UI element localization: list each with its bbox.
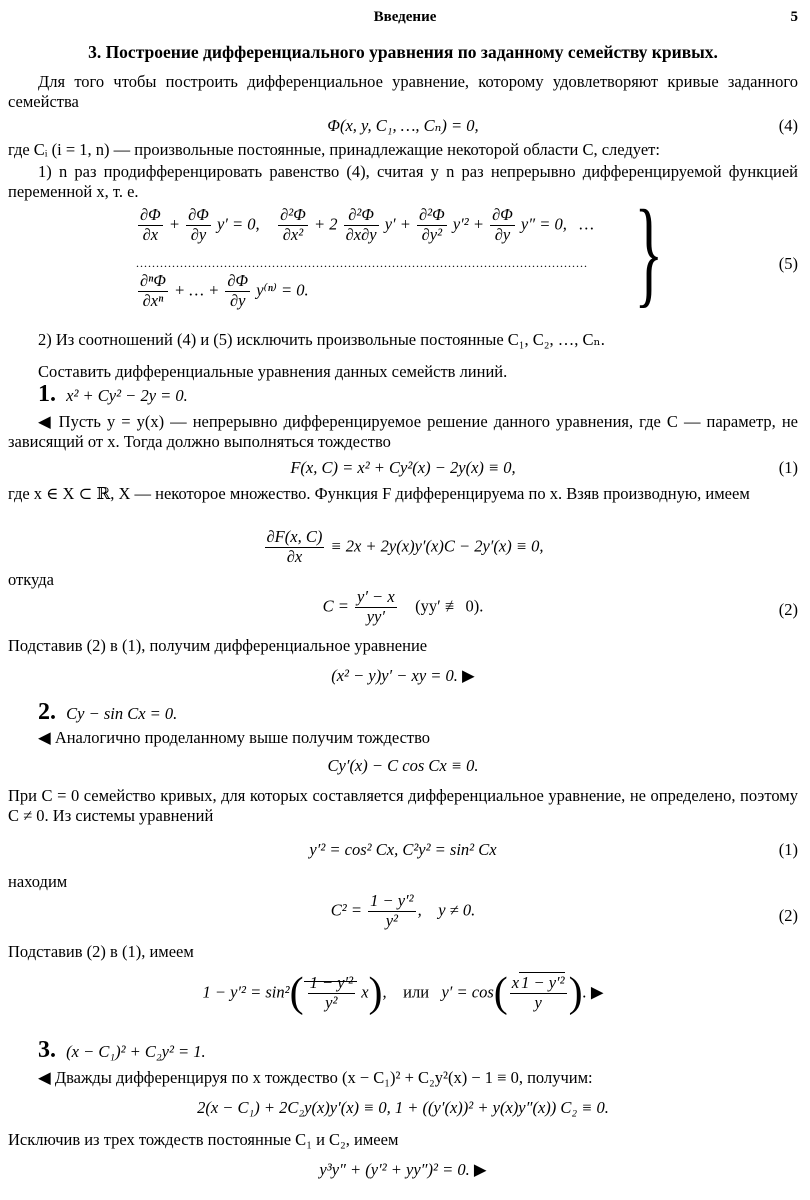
- problem-2-equation-1: [8, 840, 798, 860]
- problem-1-equation-2-number: (2): [778, 600, 798, 619]
- problem-3-result: y³y″ + (y′² + yy″)² = 0. ▶: [319, 1160, 487, 1179]
- intro-paragraph: Для того чтобы построить дифференциальное уравнение, которому удовлетворяют кривые заданного семейства: [8, 72, 798, 112]
- problem-3-title: [38, 1036, 810, 1065]
- problem-1-equation-2: C = $\frac{y' - x}{yy'}$ (yy′ ≢ 0). (2): [322, 587, 798, 626]
- problem-2-solution-intro: ◀ Аналогично проделанному выше получим тождество: [38, 728, 431, 747]
- system-5-ellipsis: .................................................................................................................: [136, 256, 588, 270]
- problem-2-identity: Cy′(x) − C cos Cx ≡ 0.: [327, 756, 479, 775]
- page-number: 5: [790, 9, 798, 25]
- problem-2-nahodim: находим: [8, 872, 68, 891]
- problem-3-number: 3.: [38, 1037, 56, 1063]
- problem-1-equation-1-number: (1): [778, 458, 798, 477]
- problem-1-equation-2-condition: (yy′ ≢ 0).: [415, 596, 484, 616]
- problem-2-equation-1-number: (1): [778, 840, 798, 859]
- problem-1-equation-1-text: F(x, C) = x² + Cy²(x) − 2y(x) ≡ 0,: [290, 458, 516, 477]
- problem-1-result: (x² − y)y′ − xy = 0. ▶: [331, 666, 475, 685]
- problem-1-number: 1.: [38, 381, 56, 407]
- problem-1-equation-1: [8, 458, 798, 478]
- problem-1-substitution-text: Подставив (2) в (1), получим дифференциальное уравнение: [8, 636, 428, 655]
- equation-5-number: (5): [778, 254, 798, 273]
- intro-step-1: 1) n раз продифференцировать равенство (4), считая y n раз непрерывно дифференцируемой функцией переменной x, т. е.: [8, 162, 798, 202]
- problem-2-statement: Cy − sin Cx = 0.: [66, 704, 178, 723]
- problem-1-derivative-rhs: ≡ 2x + 2y(x)y′(x)C − 2y′(x) ≡ 0,: [330, 536, 544, 556]
- problem-2-equation-2-condition: y ≠ 0.: [438, 900, 476, 920]
- problem-2-equation-2-number: (2): [778, 906, 798, 925]
- problem-1-derivative-equation: $\frac{\partial F(x, C)}{\partial x}$ ≡ 2x + 2y(x)y′(x)C − 2y′(x) ≡ 0,: [266, 527, 544, 566]
- problem-2-equation-2: C² = $\frac{\text{1 − y′²}}{\text{y²}}$ , y ≠ 0. (2): [330, 891, 798, 930]
- equation-4-number: (4): [778, 116, 798, 135]
- problem-2-system-text: При C = 0 семейство кривых, для которых составляется дифференциальное уравнение, не определено, поэтому C ≠ 0. Из системы уравнений: [8, 786, 798, 826]
- intro-step-2: 2) Из соотношений (4) и (5) исключить произвольные постоянные C₁, C₂, …, Cₙ.: [38, 330, 605, 349]
- header-title: Введение: [373, 9, 437, 25]
- problem-2-substitution-text: Подставив (2) в (1), имеем: [8, 942, 194, 961]
- problem-1-title: [38, 380, 810, 409]
- problem-3-elimination-text: Исключив из трех тождеств постоянные C₁ и C₂, имеем: [8, 1130, 399, 1149]
- problem-3-solution-intro: ◀ Дважды дифференцируя по x тождество (x − C₁)² + C₂y²(x) − 1 ≡ 0, получим:: [38, 1068, 593, 1087]
- intro-constants-text: где Cᵢ (i = 1, n) — произвольные постоянные, принадлежащие некоторой области C, следует:: [8, 140, 660, 159]
- problem-1-statement: x² + Cy² − 2y = 0.: [66, 386, 188, 405]
- task-statement: Составить дифференциальные уравнения данных семейств линий.: [38, 362, 508, 381]
- system-brace: }: [634, 185, 664, 318]
- equation-4-text: Φ(x, y, C₁, …, Cₙ) = 0,: [327, 116, 479, 135]
- problem-2-title: [38, 698, 810, 727]
- problem-2-result: 1 − y′² = sin²( $\frac{\text{1 − y′²}}{\text{y²}}$ x), или y′ = cos( $\frac{\text{x 1 − y′²}}{y}$ ). ▶: [202, 970, 604, 1016]
- problem-2-equation-1-text: y′² = cos² Cx, C²y² = sin² Cx: [309, 840, 497, 859]
- system-5-row-1: $\frac{\partial\Phi}{\partial x}$ + $\frac{\partial\Phi}{\partial y}$ y′ = 0, $\frac{\text{∂²Φ}}{\text{∂x²}}$ + 2 $\frac{\text{∂²Φ}}{\partial x\partial y}$ y′ + $\frac{\text{∂²Φ}}{\text{∂y²}}$ y′² + $\frac{\partial\Phi}{\partial y}$ y″ = 0, …: [140, 205, 594, 244]
- problem-2-ili: или: [403, 982, 430, 1002]
- problem-1-solution-intro: ◀ Пусть y = y(x) — непрерывно дифференцируемое решение данного уравнения, где C — параметр, не зависящий от x. Тогда должно выполняться тождество: [8, 412, 798, 452]
- system-5-row-n: $\frac{\text{∂ⁿΦ}}{\text{∂xⁿ}}$ + … + $\frac{\partial\Phi}{\partial y}$ y⁽ⁿ⁾ = 0.: [140, 271, 309, 310]
- problem-3-identities: 2(x − C₁) + 2C₂y(x)y′(x) ≡ 0, 1 + ((y′(x))² + y(x)y″(x)) C₂ ≡ 0.: [197, 1098, 609, 1117]
- problem-1-otkuda: откуда: [8, 570, 54, 589]
- problem-3-statement: (x − C₁)² + C₂y² = 1.: [66, 1042, 206, 1061]
- equation-system-5: [8, 185, 798, 321]
- running-header: [0, 8, 810, 28]
- problem-1-derivative-text: где x ∈ X ⊂ ℝ, X — некоторое множество. Функция F дифференцируема по x. Взяв производную, имеем: [8, 484, 750, 503]
- section-heading: 3. Построение дифференциального уравнения по заданному семейству кривых.: [88, 42, 718, 62]
- equation-4: [8, 116, 798, 136]
- problem-2-number: 2.: [38, 699, 56, 725]
